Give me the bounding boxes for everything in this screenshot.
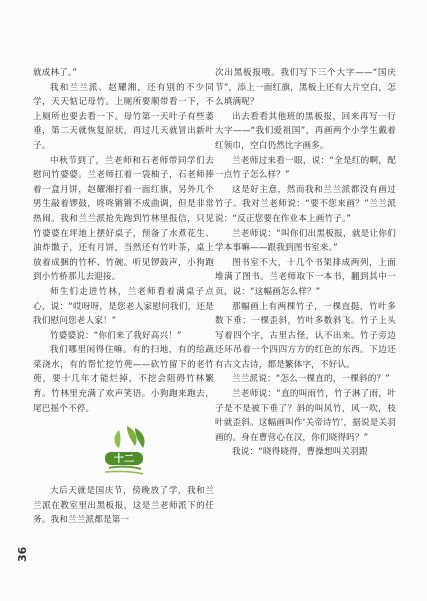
page-number: 36 [16, 546, 29, 562]
paragraph: 图书室不大，十几个书架排成两列，上面堆满了图书。兰老师取下一本书，翻到其中一页，说：“这幅画怎么样？” [215, 257, 396, 297]
paragraph: 竹婆婆说：“你们来了我好高兴！” [50, 330, 182, 341]
paragraph: 这是好主意，然而我和兰兰派都没有画过竹子。我对兰老师说：“要不您来画？”兰兰派说：“反正您要在作业本上画竹子。” [215, 184, 396, 224]
paragraph: 我们哪里闲得住嘛。有的扫地，有的给蔬菜浇水，有的帮忙挖竹蔸——砍竹留下的老竹蔸，要十几年才能烂掉，不挖会阻碍竹林繁育。竹林里充满了欢声笑语。小狗跑来跑去，尾巴摇个不停。 [33, 345, 214, 414]
paragraph: 就成林了。” [33, 68, 78, 78]
right-column [215, 66, 396, 460]
paragraph: 我和兰兰派、赵耀湘，还有别的不少同学，天天惦记母竹。上厕所要顺带看一下，不上厕所也要去看一下。母竹第一天叶子有些萎垂，第二天就恢复原状，再过几天就冒出新叶子。 [33, 82, 214, 151]
paragraph: 我说：“晓得晓得，曹操想叫关羽跟 [232, 447, 368, 458]
paragraph: 兰老师说：“叫你们出黑板报，就是让你们学本事嘛——跟我到图书室来。” [215, 228, 396, 254]
ornament-label: 十二 [113, 454, 134, 466]
paragraph: 师生们走进竹林，兰老师看着满桌子点心，说：“哎呀呀，是您老人家慰问我们，还是我们慰问您老人家！” [33, 286, 214, 327]
left-column [33, 66, 214, 528]
paragraph: 出去看看其他班的黑板报，回来再写一行大字——“我们爱祖国”，再画两个小学生戴着红领巾，空白仍然比字画多。 [215, 111, 396, 151]
paragraph: 那幅画上有两棵竹子，一棵直挺，竹叶多数下垂；一棵歪斜，竹叶多数斜飞。竹子上头写着四个字，古里古怪，认不出来。竹子旁边还环吊着一个四四方方的红色的东西。下边还有古文古诗，都是繁体字，不好认。 [215, 301, 396, 370]
paragraph: 兰老师说：“直的叫雨竹，竹子淋了雨，叶子是不是被下垂了？斜的叫风竹，风一吹，枝叶就歪斜。这幅画叫作‘关帝诗竹’，据说是关羽画的。身在曹营心在汉，你们晓得吗？” [215, 389, 396, 443]
paragraph: 大后天就是国庆节，傍晚放了学，我和兰兰派在教室里出黑板报，这是兰老师派下的任务。我和兰兰派都是第一 [33, 486, 214, 526]
paragraph: 次出黑板报哦。我们写下三个大字——“国庆节”，添上一面红旗，黑板上还有大片空白，怎么填满呢？ [215, 68, 396, 108]
paragraph: 兰兰派说：“怎么一棵直的，一棵斜的？” [232, 374, 390, 385]
bamboo-leaf-icon [91, 422, 157, 480]
chapter-ornament [33, 420, 214, 482]
paragraph: 中秋节到了，兰老师和石老师带同学们去慰问竹婆婆。兰老师扛着一袋柚子，石老师捧着一盒月饼，赵耀湘打着一面红旗，另外几个男生敲着锣鼓，咚咚锵锵不成曲调，但是非常热闹。我和兰兰派抢先跑到竹林里报信，只见竹婆婆在坪地上摆好桌子，预备了水煮花生、油炸馓子，还有月饼，当然还有竹叶茶，桌上放着成捆的竹杯、竹碗。听见锣鼓声，小狗跑到小竹桥那儿去迎接。 [33, 155, 214, 283]
paragraph: 兰老师过来看一眼，说：“全是红的啊，配一点竹子怎么样？” [215, 155, 396, 181]
